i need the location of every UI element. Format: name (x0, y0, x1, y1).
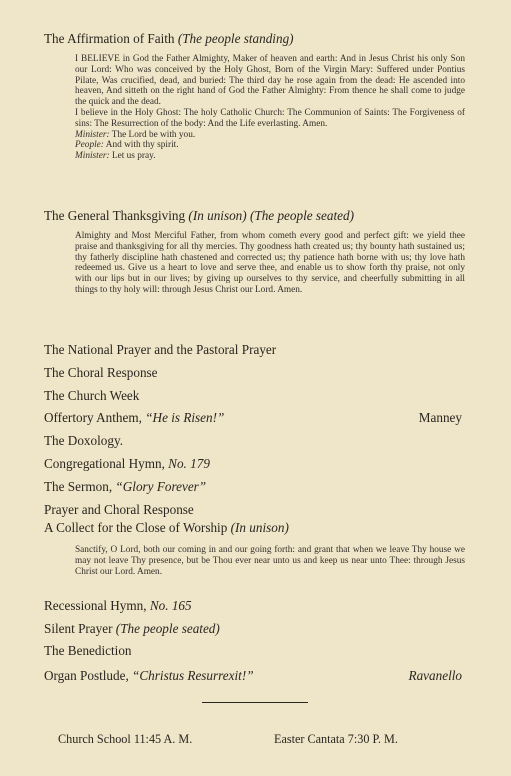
organ-postlude: Organ Postlude, “Christus Resurrexit!” Ravanello (44, 668, 462, 683)
church-week: The Church Week (44, 388, 140, 403)
offertory-composer: Manney (418, 410, 462, 425)
doxology: The Doxology. (44, 433, 123, 448)
thanksgiving-text: Almighty and Most Merciful Father, from whom cometh every good and perfect gift: we yield thee praise and thanksgiving for all thy mercies. Thy goodness hath created us; thy bounty hath sustained us; thy fatherly discipline hath chastened and corrected us; thy patience hath borne with us; thy love hath redeemed us. Give us a heart to love and serve thee, and enable us to show forth thy praise, not only with our lips but in our lives; by giving up ourselves to thy service, and cheerfully submitting in all things to thy holy will: through Jesus Christ our Lord. Amen. (75, 231, 465, 295)
recessional-hymn: Recessional Hymn, No. 165 (44, 598, 192, 613)
choral-response: The Choral Response (44, 365, 158, 380)
collect-text: Sanctify, O Lord, both our coming in and our going forth: and grant that when we leave Thy house we may not leave Thy presence, but be Thou ever near unto us and keep us near unto Thee: through Jesus Christ our Lord. Amen. (75, 545, 465, 577)
creed-paragraph-2: I believe in the Holy Ghost: The holy Catholic Church: The Communion of Saints: The Forgiveness of sins: The Resurrection of the body: And the Life everlasting. Amen. (75, 107, 465, 129)
national-prayer: The National Prayer and the Pastoral Prayer (44, 342, 277, 357)
response-line: People: And with thy spirit. (75, 140, 179, 151)
church-school-time: Church School 11:45 A. M. (58, 732, 193, 746)
affirmation-note: (The people standing) (177, 31, 294, 46)
congregational-hymn: Congregational Hymn, No. 179 (44, 456, 210, 471)
easter-cantata-time: Easter Cantata 7:30 P. M. (274, 732, 398, 746)
benediction: The Benediction (44, 643, 132, 658)
prayer-choral-response: Prayer and Choral Response (44, 502, 194, 517)
response-line: Minister: Let us pray. (75, 151, 156, 162)
affirmation-heading (44, 31, 464, 47)
offertory-anthem: Offertory Anthem, “He is Risen!” Manney (44, 410, 462, 425)
postlude-composer: Ravanello (408, 668, 462, 683)
thanksgiving-heading: The General Thanksgiving (In unison) (The people seated) (44, 208, 354, 223)
creed-paragraph-1: I BELIEVE in God the Father Almighty, Maker of heaven and earth: And in Jesus Christ his only Son our Lord: Who was conceived by the Holy Ghost, Born of the Virgin Mary: Suffered under Pontius Pilate, Was crucified, dead, and buried: The third day he rose again from the dead: He ascended into heaven, And sitteth on the right hand of God the Father Almighty: From thence he shall come to judge the quick and the dead. (75, 54, 465, 108)
silent-prayer: Silent Prayer (The people seated) (44, 621, 220, 636)
affirmation-title: The Affirmation of Faith (44, 31, 175, 46)
collect-heading: A Collect for the Close of Worship (In unison) (44, 520, 289, 535)
divider-rule (202, 702, 308, 703)
affirmation-creed (75, 54, 465, 162)
response-line: Minister: The Lord be with you. (75, 129, 196, 140)
sermon: The Sermon, “Glory Forever” (44, 479, 207, 494)
